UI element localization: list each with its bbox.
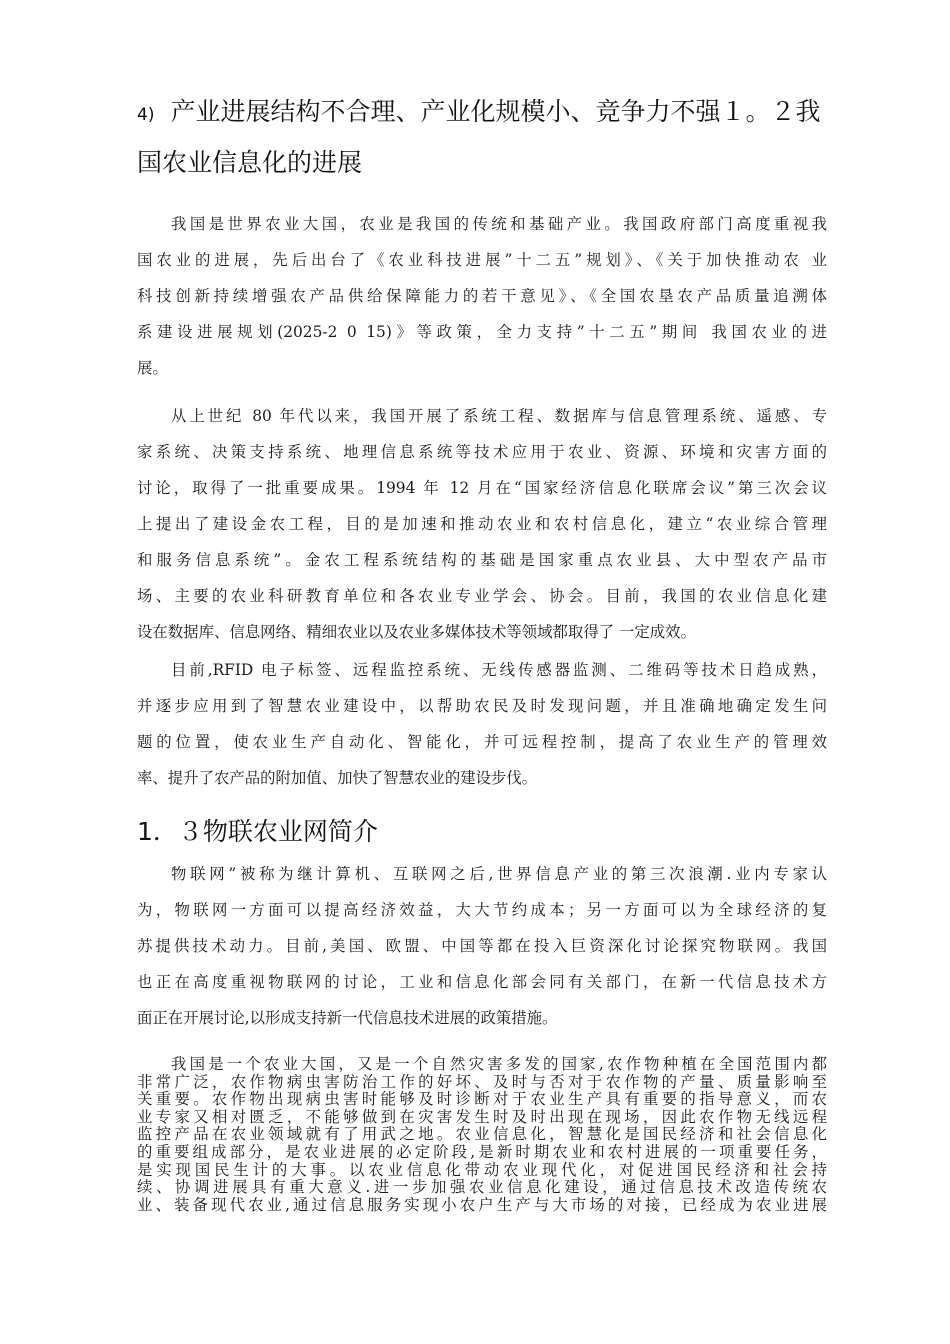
text-line: 业专家又相对匮乏，不能够做到在灾害发生时及时出现在现场，因此农作物无线远程 xyxy=(137,1107,827,1126)
paragraph-2 xyxy=(137,398,827,650)
text-line: 非常广泛，农作物病虫害防治工作的好坏、及时与否对于农作物的产量、质量影响至 xyxy=(137,1072,827,1091)
section-heading-1-2-continued xyxy=(137,143,362,179)
text-line: 关重要。农作物出现病虫害时能够及时诊断对于农业生产具有重要的指导意义，而农 xyxy=(137,1090,827,1109)
text-line: 也正在高度重视物联网的讨论，工业和信息化部会同有关部门，在新一代信息技术方 xyxy=(137,973,827,991)
text-line: 家系统、决策支持系统、地理信息系统等技术应用于农业、资源、环境和灾害方面的 xyxy=(137,443,827,461)
text-line: 展。 xyxy=(137,359,168,377)
paragraph-1 xyxy=(137,206,827,386)
section-heading-1-2 xyxy=(137,92,820,128)
text-line: 和服务信息系统”。金农工程系统结构的基础是国家重点农业县、大中型农产品市 xyxy=(137,551,827,569)
text-line: 设在数据库、信息网络、精细农业以及农业多媒体技术等领域都取得了 一定成效。 xyxy=(137,623,696,641)
text-line: 的重要组成部分，是农业进展的必定阶段,是新时期农业和农村进展的一项重要任务， xyxy=(137,1142,827,1161)
heading-list-number: 4) xyxy=(137,105,155,125)
text-line: 率、提升了农产品的附加值、加快了智慧农业的建设步伐。 xyxy=(137,769,538,787)
text-line: 业、装备现代农业,通过信息服务实现小农户生产与大市场的对接，已经成为农业进展 xyxy=(137,1195,827,1214)
text-line: 目前,RFID 电子标签、远程监控系统、无线传感器监测、二维码等技术日趋成熟， xyxy=(171,661,827,679)
text-line: 系建设进展规划(2025-2 0 15)》等政策，全力支持”十二五”期间 我国农业的进 xyxy=(137,323,827,341)
text-line: 是实现国民生计的大事。以农业信息化带动农业现代化，对促进国民经济和社会持 xyxy=(137,1160,827,1179)
text-line: 物联网”被称为继计算机、互联网之后,世界信息产业的第三次浪潮.业内专家认 xyxy=(171,865,827,883)
text-line: 国农业的进展，先后出台了《农业科技进展”十二五”规划》、《关于加快推动农 业 xyxy=(137,251,827,269)
paragraph-5 xyxy=(137,1056,827,1214)
text-line: 科技创新持续增强农产品供给保障能力的若干意见》、《全国农垦农产品质量追溯体 xyxy=(137,287,827,305)
text-line: 面正在开展讨论,以形成支持新一代信息技术进展的政策措施。 xyxy=(137,1009,558,1027)
text-line: 上提出了建设金农工程，目的是加速和推动农业和农村信息化，建立“农业综合管理 xyxy=(137,515,827,533)
text-line: 苏提供技术动力。目前,美国、欧盟、中国等都在投入巨资深化讨论探究物联网。我国 xyxy=(137,937,827,955)
text-line: 场、主要的农业科研教育单位和各农业专业学会、协会。目前，我国的农业信息化建 xyxy=(137,587,827,605)
text-line: 从上世纪 80 年代以来，我国开展了系统工程、数据库与信息管理系统、遥感、专 xyxy=(171,407,827,425)
heading-line-1: 产业进展结构不合理、产业化规模小、竞争力不强１。２我 xyxy=(170,97,821,126)
text-line: 我国是一个农业大国，又是一个自然灾害多发的国家,农作物种植在全国范围内都 xyxy=(171,1055,827,1073)
text-line: 并逐步应用到了智慧农业建设中，以帮助农民及时发现问题，并且准确地确定发生问 xyxy=(137,697,827,715)
text-line: 题的位置，使农业生产自动化、智能化，并可远程控制，提高了农业生产的管理效 xyxy=(137,733,827,751)
text-line: 续、协调进展具有重大意义.进一步加强农业信息化建设，通过信息技术改造传统农 xyxy=(137,1178,827,1197)
text-line: 我国是世界农业大国，农业是我国的传统和基础产业。我国政府部门高度重视我 xyxy=(171,215,827,233)
paragraph-4 xyxy=(137,856,827,1036)
text-line: 为，物联网一方面可以提高经济效益，大大节约成本；另一方面可以为全球经济的复 xyxy=(137,901,827,919)
heading-line-2: 国农业信息化的进展 xyxy=(137,148,363,177)
section-heading-1-3 xyxy=(137,812,378,848)
text-line: 监控产品在农业领域就有了用武之地。农业信息化，智慧化是国民经济和社会信息化 xyxy=(137,1125,827,1144)
paragraph-3 xyxy=(137,652,827,796)
text-line: 讨论，取得了一批重要成果。1994 年 12 月在“国家经济信息化联席会议”第三次会议 xyxy=(137,479,827,497)
heading-text: 1．３物联农业网简介 xyxy=(137,817,378,846)
